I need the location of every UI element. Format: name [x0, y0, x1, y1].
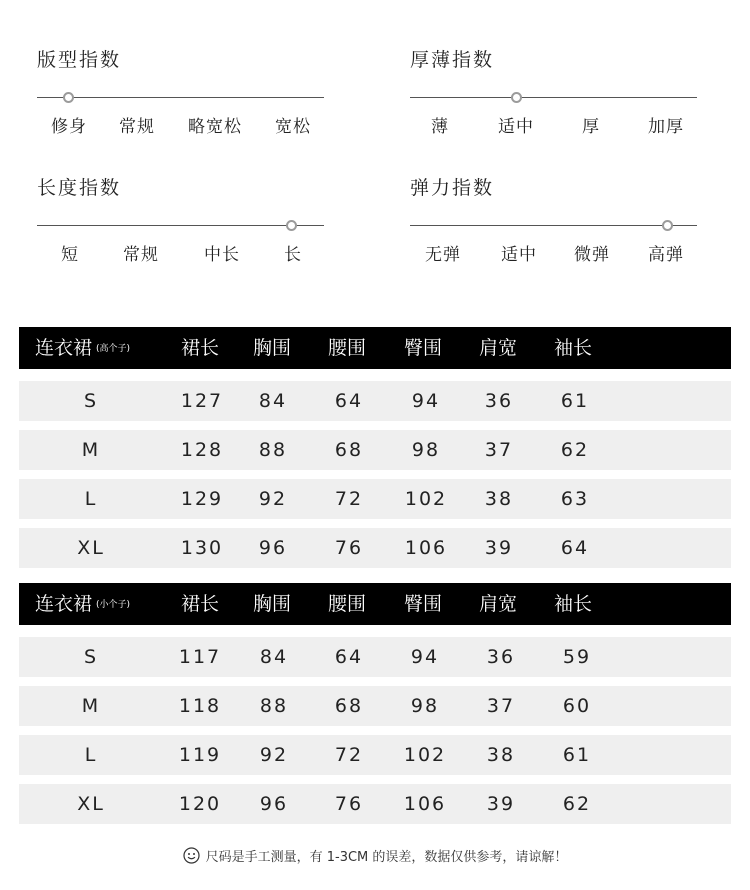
value-cell: 117	[178, 646, 222, 668]
size-table-tall	[19, 327, 731, 570]
value-cell: 36	[486, 646, 516, 668]
size-cell: S	[83, 646, 99, 668]
value-cell: 72	[334, 744, 364, 766]
value-cell: 39	[486, 793, 516, 815]
value-cell: 106	[403, 793, 447, 815]
table-row	[19, 637, 731, 677]
value-cell: 72	[334, 488, 364, 510]
table-header-name: 连衣裙 (小个子)	[35, 593, 131, 615]
column-header: 腰围	[328, 593, 367, 615]
value-cell: 68	[334, 439, 364, 461]
fit-index-label: 修身	[51, 117, 87, 137]
size-cell: S	[83, 390, 99, 412]
elasticity-index-label: 无弹	[425, 245, 461, 265]
thickness-index-label: 薄	[431, 117, 449, 137]
table-header-subtag: (高个子)	[96, 343, 131, 354]
thickness-index-marker	[511, 92, 522, 103]
value-cell: 130	[180, 537, 224, 559]
column-header: 袖长	[554, 337, 593, 359]
value-cell: 60	[562, 695, 592, 717]
value-cell: 92	[258, 488, 288, 510]
value-cell: 118	[178, 695, 222, 717]
length-index-labels	[37, 240, 324, 264]
length-index-label: 常规	[123, 245, 159, 265]
fit-index-label: 常规	[119, 117, 155, 137]
size-table-petite	[19, 583, 731, 826]
column-header: 肩宽	[479, 593, 518, 615]
value-cell: 106	[404, 537, 448, 559]
thickness-index-label: 适中	[498, 117, 534, 137]
table-header	[19, 327, 731, 369]
elasticity-index-scale	[410, 225, 697, 226]
elasticity-index-label: 高弹	[648, 245, 684, 265]
fit-index-scale	[37, 97, 324, 98]
value-cell: 64	[334, 390, 364, 412]
column-header: 裙长	[181, 337, 220, 359]
value-cell: 98	[411, 439, 441, 461]
value-cell: 64	[560, 537, 590, 559]
size-cell: M	[81, 439, 101, 461]
table-row	[19, 686, 731, 726]
elasticity-index-label: 微弹	[574, 245, 610, 265]
column-header: 臀围	[404, 337, 443, 359]
elasticity-index-title: 弹力指数	[410, 177, 495, 199]
table-row	[19, 430, 731, 470]
thickness-index-title: 厚薄指数	[410, 49, 495, 71]
column-header: 肩宽	[479, 337, 518, 359]
length-index-label: 中长	[204, 245, 240, 265]
measurement-note-text: 尺码是手工测量，有 1-3CM 的误差，数据仅供参考，请谅解！	[205, 850, 568, 865]
value-cell: 94	[411, 390, 441, 412]
value-cell: 127	[180, 390, 224, 412]
value-cell: 84	[259, 646, 289, 668]
value-cell: 59	[562, 646, 592, 668]
value-cell: 84	[258, 390, 288, 412]
elasticity-index-labels	[410, 240, 697, 264]
value-cell: 98	[410, 695, 440, 717]
elasticity-index-label: 适中	[501, 245, 537, 265]
value-cell: 61	[560, 390, 590, 412]
thickness-index-label: 厚	[582, 117, 600, 137]
thickness-index-label: 加厚	[648, 117, 684, 137]
table-row	[19, 381, 731, 421]
value-cell: 38	[486, 744, 516, 766]
value-cell: 102	[403, 744, 447, 766]
value-cell: 96	[259, 793, 289, 815]
value-cell: 102	[404, 488, 448, 510]
size-cell: L	[84, 744, 98, 766]
value-cell: 96	[258, 537, 288, 559]
elasticity-index-marker	[662, 220, 673, 231]
table-header	[19, 583, 731, 625]
value-cell: 62	[562, 793, 592, 815]
value-cell: 36	[484, 390, 514, 412]
size-cell: M	[81, 695, 101, 717]
value-cell: 39	[484, 537, 514, 559]
table-row	[19, 735, 731, 775]
column-header: 胸围	[253, 593, 292, 615]
table-row	[19, 528, 731, 568]
size-cell: XL	[77, 537, 105, 559]
smile-icon	[183, 847, 200, 864]
value-cell: 88	[258, 439, 288, 461]
length-index-title: 长度指数	[37, 177, 122, 199]
column-header: 胸围	[253, 337, 292, 359]
column-header: 袖长	[554, 593, 593, 615]
size-cell: XL	[77, 793, 105, 815]
table-row	[19, 784, 731, 824]
fit-index-label: 略宽松	[188, 117, 242, 137]
thickness-index-labels	[410, 112, 697, 136]
value-cell: 62	[560, 439, 590, 461]
value-cell: 61	[562, 744, 592, 766]
value-cell: 94	[410, 646, 440, 668]
thickness-index-scale	[410, 97, 697, 98]
table-row	[19, 479, 731, 519]
length-index-label: 长	[284, 245, 302, 265]
value-cell: 37	[484, 439, 514, 461]
value-cell: 129	[180, 488, 224, 510]
value-cell: 68	[334, 695, 364, 717]
value-cell: 76	[334, 537, 364, 559]
fit-index-marker	[63, 92, 74, 103]
value-cell: 76	[334, 793, 364, 815]
length-index-scale	[37, 225, 324, 226]
fit-index-label: 宽松	[275, 117, 311, 137]
value-cell: 64	[334, 646, 364, 668]
value-cell: 128	[180, 439, 224, 461]
value-cell: 38	[484, 488, 514, 510]
length-index-marker	[286, 220, 297, 231]
measurement-note	[0, 846, 750, 865]
table-header-subtag: (小个子)	[96, 599, 131, 610]
column-header: 臀围	[404, 593, 443, 615]
value-cell: 88	[259, 695, 289, 717]
column-header: 腰围	[328, 337, 367, 359]
value-cell: 120	[178, 793, 222, 815]
table-header-name: 连衣裙 (高个子)	[35, 337, 131, 359]
fit-index-title: 版型指数	[37, 49, 122, 71]
column-header: 裙长	[181, 593, 220, 615]
value-cell: 92	[259, 744, 289, 766]
fit-index-labels	[37, 112, 324, 136]
value-cell: 63	[560, 488, 590, 510]
value-cell: 119	[178, 744, 222, 766]
value-cell: 37	[486, 695, 516, 717]
size-cell: L	[84, 488, 98, 510]
length-index-label: 短	[61, 245, 79, 265]
